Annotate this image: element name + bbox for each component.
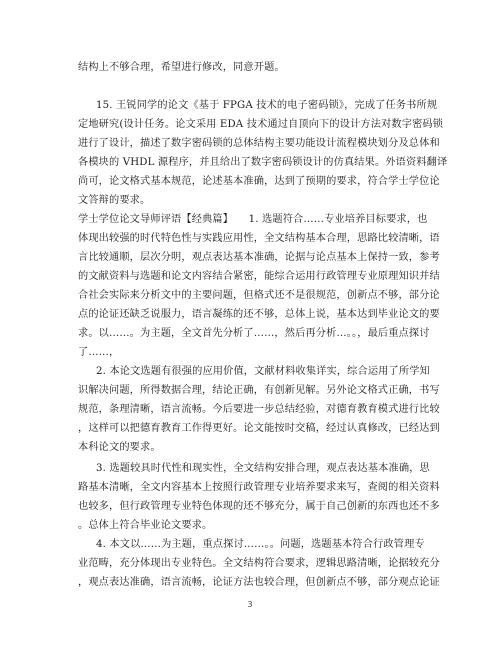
text-line: 路基本清晰，全文内容基本上按照行政管理专业培养要求来写，查阅的相关资料: [78, 482, 440, 493]
text-line: 的文献资料与选题和论文内容结合紧密，能综合运用行政管理专业原理知识并结: [78, 271, 440, 282]
text-line: 尚可，论文格式基本规范，论述基本准确，达到了预期的要求，符合学士学位论: [78, 176, 440, 187]
page-number: 3: [247, 600, 253, 609]
text-line: 定地研究(设计任务。论文采用 EDA 技术通过自顶向下的设计方法对数字密码锁: [78, 119, 444, 130]
text-line: 本科论文的要求。: [78, 442, 161, 453]
text-line: ，观点表达准确，语言流畅，论证方法也较合理，但创新点不够，部分观点论证: [78, 577, 440, 588]
paragraph-15: [78, 96, 448, 210]
text-line: 言比较通顺，层次分明，观点表达基本准确，论据与论点基本上保持一致，参考: [78, 252, 440, 263]
text-line: 3. 选题较具时代性和现实性，全文结构安排合理，观点表达基本准确，思: [96, 463, 430, 474]
text-line: 。总体上符合毕业论文要求。: [78, 520, 213, 531]
text-line: 也较多，但行政管理专业特色体现的还不够充分，属于自己创新的东西也还不多: [78, 501, 440, 512]
paragraph-classic-comments: [78, 210, 440, 362]
paragraph-4: [78, 535, 440, 592]
text-line: 15. 王锐同学的论文《基于 FPGA 技术的电子密码锁》，完成了任务书所规: [96, 100, 438, 111]
text-line: 求。以……。为主题，全文首先分析了……，然后再分析…。。，最后重点探讨: [78, 328, 430, 339]
text-line: 学士学位论文导师评语【经典篇】 1. 选题符合……专业培养目标要求，也: [78, 214, 428, 225]
text-line: 了……，: [78, 347, 120, 358]
text-line: ，这样可以把德育教育工作得更好。论文能按时交稿，经过认真修改，已经达到: [78, 423, 440, 434]
paragraph-2: [78, 362, 440, 457]
text-line: 进行了设计，描述了数字密码锁的总体结构主要功能设计流程模块划分及总体和: [78, 138, 440, 149]
text-line: 体现出较强的时代特色性与实践应用性，全文结构基本合理，思路比较清晰，语: [78, 233, 440, 244]
text-line: 业范畴，充分体现出专业特色。全文结构符合要求，逻辑思路清晰，论据较充分: [78, 558, 440, 569]
text-line: 4. 本文以……为主题，重点探讨……。。问题，选题基本符合行政管理专: [96, 539, 425, 550]
paragraph-3: [78, 459, 440, 535]
text-line: 2. 本论文选题有很强的应用价值，文献材料收集详实，综合运用了所学知: [96, 366, 430, 377]
text-line: 合社会实际来分析文中的主要问题，但格式还不是很规范，创新点不够，部分论: [78, 290, 440, 301]
paragraph-continuation: [78, 58, 424, 77]
text-line: 各模块的 VHDL 源程序，并且给出了数字密码锁设计的仿真结果。外语资料翻译: [78, 157, 448, 168]
text-line: 点的论证还缺乏说服力，语言凝练的还不够，总体上说，基本达到毕业论文的要: [78, 309, 440, 320]
text-line: 文答辩的要求。: [78, 195, 151, 206]
text-line: 识解决问题，所得数据合理，结论正确，有创新见解。另外论文格式正确，书写: [78, 385, 440, 396]
text-line: 结构上不够合理，希望进行修改，同意开题。: [78, 62, 285, 73]
text-line: 规范，条理清晰，语言流畅。今后要进一步总结经验，对德育教育模式进行比较: [78, 404, 440, 415]
